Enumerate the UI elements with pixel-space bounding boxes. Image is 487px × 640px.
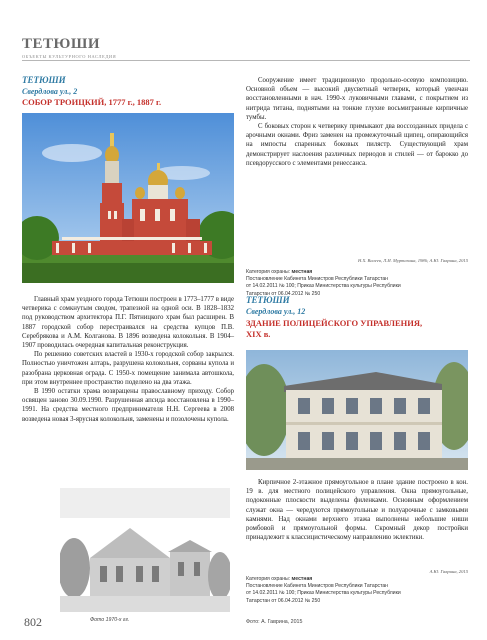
header-rule bbox=[22, 60, 470, 61]
entry2-description bbox=[246, 478, 468, 542]
entry1-object-title: СОБОР ТРОИЦКИЙ, 1777 г., 1887 г. bbox=[22, 97, 162, 107]
entry1-protection-value: местная bbox=[291, 269, 313, 275]
entry1-protection-label: Категория охраны: bbox=[246, 269, 291, 275]
entry1-protection-line bbox=[246, 269, 468, 276]
historic-photo bbox=[60, 488, 230, 612]
entry2-street: Свердлова ул., 12 bbox=[246, 307, 306, 316]
entry2-city: ТЕТЮШИ bbox=[246, 295, 290, 305]
entry1-author: Н.Х. Валеев, Л.И. Муртазина, 1986; А.Ю. Гаврина, 2015 bbox=[357, 258, 468, 263]
entry2-protection-label: Категория охраны: bbox=[246, 576, 291, 582]
entry2-decree-line: от 14.02.2011 № 100; Приказ Министерства культуры Республики bbox=[246, 590, 401, 597]
running-head-subtitle: ОБЪЕКТЫ КУЛЬТУРНОГО НАСЛЕДИЯ bbox=[22, 54, 117, 59]
entry2-object-title-line: XIX в. bbox=[246, 329, 271, 339]
entry2-author: А.Ю. Гаврина, 2015 bbox=[429, 569, 468, 574]
page-number: 802 bbox=[24, 615, 42, 629]
running-head-title: ТЕТЮШИ bbox=[22, 36, 101, 52]
entry1-protection-block bbox=[246, 269, 468, 298]
entry1-paragraph: С боковых сторон к четверику примыкают два воссозданных придела с арочными окнами. Фриз заменен на промежуточный щипец, опирающийся на импосты спаренных боковых пилястр. Существующий храм демонстрирует наслоения различных периодов и стилей — от барокко до псевдорусского с элементами ренессанса. bbox=[246, 123, 468, 167]
entry1-description bbox=[246, 76, 468, 168]
entry1-history bbox=[22, 295, 234, 424]
entry2-decree-line: Татарстан от 06.04.2012 № 250 bbox=[246, 597, 321, 604]
entry2-protection-line bbox=[246, 576, 468, 583]
police-building-photo bbox=[246, 350, 468, 470]
entry1-history-paragraph: В 1990 остатки храма возвращены православному приходу. Собор освящен заново 30.09.1990. Разрушенная апсида восстановлена в 1990–1991. На средства местного предпринимателя Н.Н. Сергеева в 2008 возведена новая 3-ярусная колокольня, заменены и позолочены купола. bbox=[22, 388, 234, 423]
entry1-paragraph: Сооружение имеет традиционную продольно-осевую композицию. Основной объем — высокий двусветный четверик, который увенчан восстановленными в нач. 1990-х луковичными главами, с покрытием из нитрида титана, поднятыми на тонкие глухие восьмигранные кирпичные тумбы. bbox=[246, 77, 468, 121]
entry1-history-paragraph: Главный храм уездного города Тетюши построен в 1773–1777 в виде четверика с сомкнутым сводом, трапезной на одной оси. В 1828–1832 под руководством архитектора П.Г. Пятницкого храм был расширен. В 1887 городской собор перестраивался на средства купцов П.В. Серебрякова и А.М. Колганова. В 1896 возведена колокольня. В 1904–1907 проводилась очередная капитальная реконструкция. bbox=[22, 296, 234, 350]
entry1-decree-line: от 14.02.2011 № 100; Приказ Министерства культуры Республики bbox=[246, 283, 401, 290]
entry1-street: Свердлова ул., 2 bbox=[22, 87, 78, 96]
entry2-decree-line: Постановление Кабинета Министров Республики Татарстан bbox=[246, 583, 388, 590]
cathedral-photo bbox=[22, 113, 234, 283]
entry2-object-title bbox=[246, 318, 468, 340]
photo-credit: Фото: А. Гаврина, 2015 bbox=[246, 619, 303, 625]
entry1-decree-line: Постановление Кабинета Министров Республики Татарстан bbox=[246, 276, 388, 283]
entry2-protection-block bbox=[246, 576, 468, 605]
entry1-history-paragraph: По решению советских властей в 1930-х городской собор закрылся. Полностью уничтожен алтарь, разрушена колокольня, сорваны купола и разобрана церковная ограда. С 1950-х помещение занимала автошкола, при этом внутреннее пространство поделено на два этажа. bbox=[22, 351, 234, 386]
entry2-protection-value: местная bbox=[291, 576, 313, 582]
entry1-city: ТЕТЮШИ bbox=[22, 75, 66, 85]
entry2-object-title-line: ЗДАНИЕ ПОЛИЦЕЙСКОГО УПРАВЛЕНИЯ, bbox=[246, 318, 423, 328]
entry1-decree-line: Татарстан от 06.04.2012 № 250 bbox=[246, 290, 321, 297]
historic-photo-caption: Фото 1970-х гг. bbox=[90, 617, 130, 623]
entry2-paragraph: Кирпичное 2-этажное прямоугольное в плане здание построено в кон. 19 в. для местного полицейского управления. Окна прямоугольные, подоконные плоскости выделены филенками. Основным оформлением служат окна — чередуются прямоугольные и полуарочные с замковыми камнями. Над окнами верхнего этажа выполнены небольшие ниши ромбовой и прямоугольной формы. Скромный декор постройки принадлежит к классицистическому направлению эклектики. bbox=[246, 479, 468, 542]
